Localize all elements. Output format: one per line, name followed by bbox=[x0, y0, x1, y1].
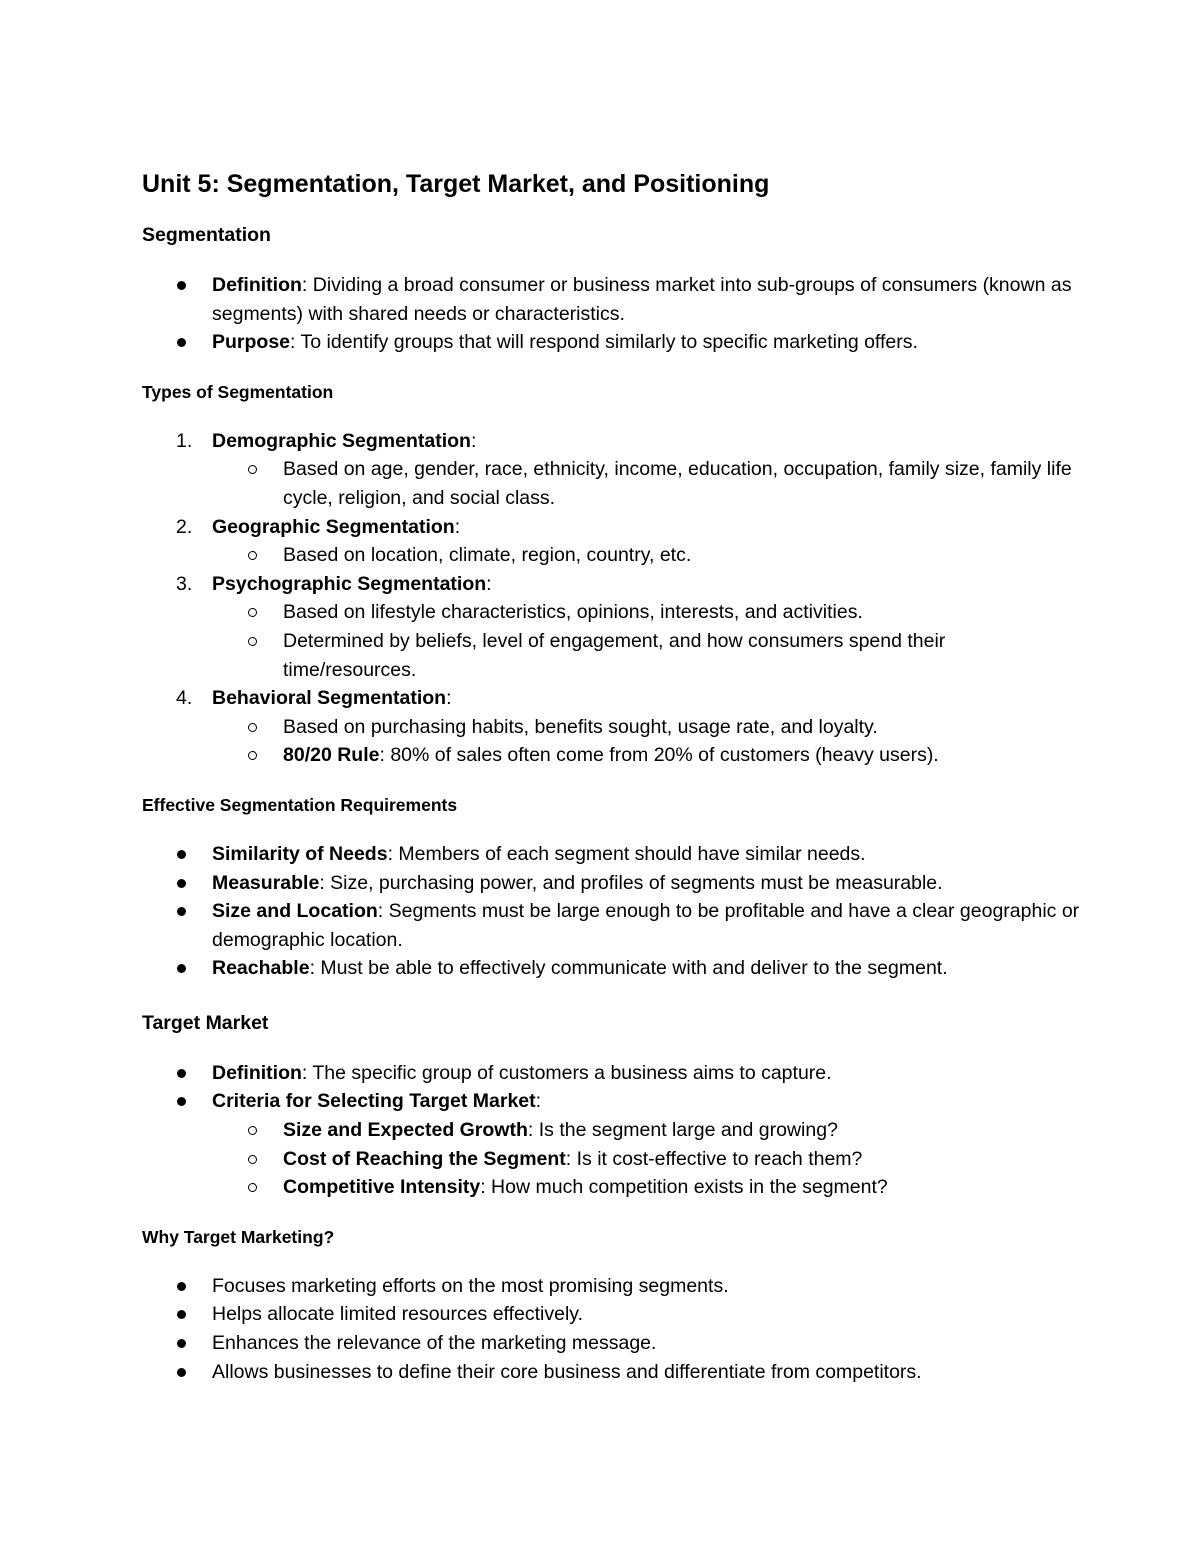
item-term: Definition bbox=[212, 1061, 302, 1084]
sub-list-item bbox=[142, 1145, 1082, 1174]
item-separator: : bbox=[470, 429, 477, 452]
item-text: Must be able to effectively communicate with and deliver to the segment. bbox=[320, 957, 948, 980]
item-term: Geographic Segmentation bbox=[212, 515, 455, 538]
list-item bbox=[142, 271, 1082, 328]
section-heading-segmentation: Segmentation bbox=[142, 224, 271, 246]
list-item bbox=[142, 328, 1082, 357]
target-list bbox=[142, 1059, 1082, 1202]
item-term: Measurable bbox=[212, 871, 320, 894]
item-term: Similarity of Needs bbox=[212, 842, 388, 865]
item-term: Criteria for Selecting Target Market bbox=[212, 1090, 536, 1113]
item-separator: : bbox=[480, 1176, 492, 1199]
why-list bbox=[142, 1272, 1082, 1386]
list-number: 2. bbox=[176, 515, 193, 538]
bullet-icon bbox=[177, 281, 186, 290]
item-separator: : bbox=[309, 957, 321, 980]
list-item bbox=[142, 869, 1082, 898]
sub-list-item bbox=[142, 741, 1082, 770]
bullet-icon bbox=[177, 907, 186, 916]
hollow-bullet-icon bbox=[248, 465, 257, 474]
item-text: Based on location, climate, region, country, etc. bbox=[283, 544, 692, 567]
item-text: 80% of sales often come from 20% of customers (heavy users). bbox=[390, 744, 939, 767]
sub-list-item bbox=[142, 713, 1082, 742]
list-number: 3. bbox=[176, 572, 193, 595]
list-number: 1. bbox=[176, 429, 193, 452]
item-term: Cost of Reaching the Segment bbox=[283, 1147, 566, 1170]
item-text: Dividing a broad consumer or business market into sub-groups of consumers (known as segments) with shared needs or characteristics. bbox=[212, 274, 1072, 325]
sub-list-item bbox=[142, 455, 1082, 512]
list-item bbox=[142, 897, 1082, 954]
item-term: Purpose bbox=[212, 331, 291, 354]
item-text: Segments must be large enough to be profitable and have a clear geographic or demographic location. bbox=[212, 900, 1080, 951]
item-text: Helps allocate limited resources effectively. bbox=[212, 1303, 584, 1326]
item-separator: : bbox=[319, 871, 331, 894]
item-separator: : bbox=[301, 1061, 313, 1084]
item-text: Is the segment large and growing? bbox=[538, 1119, 838, 1142]
item-text: Based on purchasing habits, benefits sought, usage rate, and loyalty. bbox=[283, 715, 878, 738]
document-page bbox=[142, 168, 1082, 1386]
list-item bbox=[142, 840, 1082, 869]
item-text: How much competition exists in the segment? bbox=[491, 1176, 888, 1199]
section-heading-requirements: Effective Segmentation Requirements bbox=[142, 794, 458, 815]
item-separator: : bbox=[454, 515, 461, 538]
hollow-bullet-icon bbox=[248, 723, 257, 732]
item-text: Based on lifestyle characteristics, opinions, interests, and activities. bbox=[283, 601, 863, 624]
item-term: Definition bbox=[212, 274, 302, 296]
bullet-icon bbox=[177, 1368, 186, 1377]
item-term: Demographic Segmentation bbox=[212, 429, 471, 452]
sub-list-item bbox=[142, 1173, 1082, 1202]
list-item bbox=[142, 1329, 1082, 1358]
hollow-bullet-icon bbox=[248, 637, 257, 646]
item-text: Determined by beliefs, level of engagement, and how consumers spend their time/resources. bbox=[283, 629, 946, 681]
segmentation-list bbox=[142, 271, 1082, 357]
list-item bbox=[142, 1059, 1082, 1088]
item-separator: : bbox=[377, 900, 389, 923]
section-heading-target-market: Target Market bbox=[142, 1011, 269, 1034]
item-term: Size and Location bbox=[212, 900, 378, 923]
list-number: 4. bbox=[176, 687, 193, 710]
bullet-icon bbox=[177, 1310, 186, 1319]
list-item bbox=[142, 1272, 1082, 1301]
bullet-icon bbox=[177, 879, 186, 888]
sub-list-item bbox=[142, 1116, 1082, 1145]
list-item bbox=[142, 954, 1082, 983]
list-item bbox=[142, 684, 1082, 713]
item-term: Reachable bbox=[212, 957, 310, 980]
bullet-icon bbox=[177, 1339, 186, 1348]
item-text: Allows businesses to define their core business and differentiate from competitors. bbox=[212, 1360, 922, 1383]
item-text: Enhances the relevance of the marketing message. bbox=[212, 1332, 657, 1355]
hollow-bullet-icon bbox=[248, 551, 257, 560]
types-list bbox=[142, 427, 1082, 770]
item-term: Psychographic Segmentation bbox=[212, 572, 487, 595]
list-item bbox=[142, 1087, 1082, 1116]
hollow-bullet-icon bbox=[248, 608, 257, 617]
item-separator: : bbox=[486, 572, 492, 595]
list-item bbox=[142, 1358, 1082, 1387]
bullet-icon bbox=[177, 850, 186, 859]
section-heading-types: Types of Segmentation bbox=[142, 381, 334, 402]
item-term: Size and Expected Growth bbox=[283, 1119, 528, 1142]
requirements-list bbox=[142, 840, 1082, 983]
bullet-icon bbox=[177, 964, 186, 973]
item-text: Size, purchasing power, and profiles of segments must be measurable. bbox=[330, 871, 943, 894]
item-separator: : bbox=[301, 274, 313, 296]
item-text: Focuses marketing efforts on the most promising segments. bbox=[212, 1274, 729, 1297]
sub-list-item bbox=[142, 598, 1082, 627]
item-separator: : bbox=[387, 842, 399, 865]
sub-list-item bbox=[142, 627, 1082, 684]
hollow-bullet-icon bbox=[248, 1155, 257, 1164]
item-text: Members of each segment should have similar needs. bbox=[398, 842, 866, 865]
hollow-bullet-icon bbox=[248, 1126, 257, 1135]
item-text: The specific group of customers a business aims to capture. bbox=[312, 1061, 832, 1084]
item-term: 80/20 Rule bbox=[283, 744, 380, 767]
item-term: Competitive Intensity bbox=[283, 1176, 481, 1199]
list-item bbox=[142, 513, 1082, 542]
item-text: Is it cost-effective to reach them? bbox=[576, 1147, 863, 1170]
item-separator: : bbox=[379, 744, 391, 767]
item-separator: : bbox=[290, 331, 301, 354]
document-title: Unit 5: Segmentation, Target Market, and Positioning bbox=[142, 170, 770, 198]
item-separator: : bbox=[446, 687, 452, 710]
bullet-icon bbox=[177, 1097, 186, 1106]
item-text: Based on age, gender, race, ethnicity, income, education, occupation, family size, family life cycle, religion, and social class. bbox=[283, 458, 1072, 509]
item-separator: : bbox=[565, 1147, 577, 1170]
list-item bbox=[142, 1300, 1082, 1329]
item-text: To identify groups that will respond similarly to specific marketing offers. bbox=[300, 331, 918, 354]
bullet-icon bbox=[177, 338, 186, 347]
bullet-icon bbox=[177, 1282, 186, 1291]
item-separator: : bbox=[527, 1119, 539, 1142]
item-term: Behavioral Segmentation bbox=[212, 687, 447, 710]
item-separator: : bbox=[535, 1090, 542, 1113]
sub-list-item bbox=[142, 541, 1082, 570]
section-heading-why: Why Target Marketing? bbox=[142, 1226, 335, 1247]
hollow-bullet-icon bbox=[248, 751, 257, 760]
list-item bbox=[142, 570, 1082, 599]
hollow-bullet-icon bbox=[248, 1183, 257, 1192]
bullet-icon bbox=[177, 1069, 186, 1078]
list-item bbox=[142, 427, 1082, 456]
